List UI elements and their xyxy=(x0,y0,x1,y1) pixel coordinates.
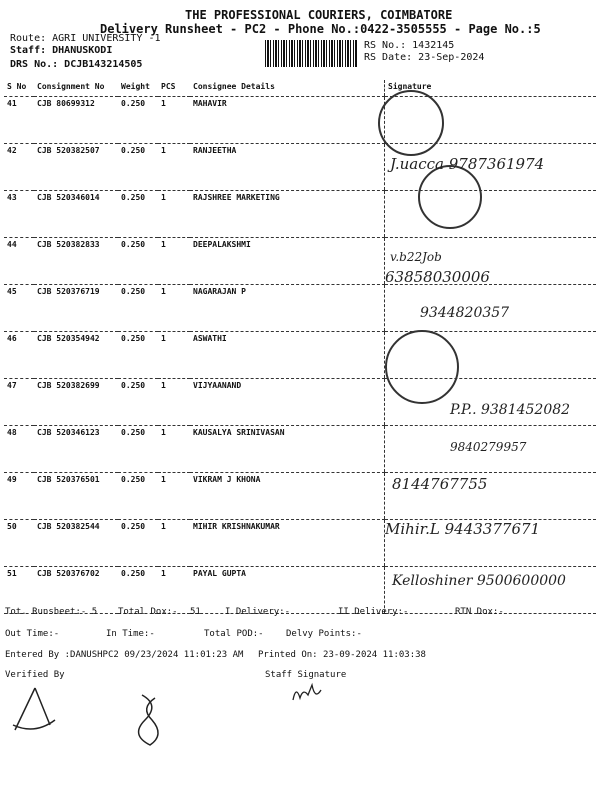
cell-pcs: 1 xyxy=(158,144,190,191)
ii-delivery-label: II Delivery:- xyxy=(338,607,409,617)
col-pcs: PCS xyxy=(158,80,190,97)
cell-sno: 43 xyxy=(4,191,34,238)
cell-pcs: 1 xyxy=(158,520,190,567)
cell-consignee: PAYAL GUPTA xyxy=(190,567,385,614)
handwritten-phone: 9840279957 xyxy=(450,440,527,454)
cell-weight: 0.250 xyxy=(118,473,158,520)
verifier-signature-mark xyxy=(5,680,65,740)
entered-by: Entered By :DANUSHPC2 09/23/2024 11:01:23 AM xyxy=(5,650,244,660)
cell-consignment: CJB 520382544 xyxy=(34,520,118,567)
cell-weight: 0.250 xyxy=(118,520,158,567)
cell-weight: 0.250 xyxy=(118,144,158,191)
cell-consignee: DEEPALAKSHMI xyxy=(190,238,385,285)
i-delivery-label: I Delivery:- xyxy=(225,607,291,617)
cell-consignment: CJB 520346123 xyxy=(34,426,118,473)
table-header-row xyxy=(4,80,596,97)
cell-consignee: VIJYAANAND xyxy=(190,379,385,426)
cell-pcs: 1 xyxy=(158,191,190,238)
handwritten-phone: 63858030006 xyxy=(385,268,490,286)
table-row xyxy=(4,191,596,238)
company-stamp xyxy=(378,90,444,156)
cell-consignment: CJB 520376501 xyxy=(34,473,118,520)
route-label: Route: AGRI UNIVERSITY -1 xyxy=(10,33,161,44)
handwritten-signature: Mihir.L 9443377671 xyxy=(385,520,541,538)
cell-sno: 41 xyxy=(4,97,34,144)
cell-pcs: 1 xyxy=(158,97,190,144)
company-stamp xyxy=(385,330,459,404)
cell-weight: 0.250 xyxy=(118,426,158,473)
cell-consignee: MAHAVIR xyxy=(190,97,385,144)
cell-pcs: 1 xyxy=(158,379,190,426)
cell-consignee: ASWATHI xyxy=(190,332,385,379)
printed-on: Printed On: 23-09-2024 11:03:38 xyxy=(258,650,426,660)
cell-sno: 51 xyxy=(4,567,34,614)
verifier-signature-mark xyxy=(130,690,170,750)
table-row xyxy=(4,238,596,285)
cell-consignment: CJB 520354942 xyxy=(34,332,118,379)
total-runsheet: Tot. Runsheet:- 5 xyxy=(5,607,98,617)
cell-weight: 0.250 xyxy=(118,285,158,332)
cell-pcs: 1 xyxy=(158,426,190,473)
col-signature: Signature xyxy=(385,80,597,97)
cell-consignment: CJB 520382699 xyxy=(34,379,118,426)
cell-weight: 0.250 xyxy=(118,97,158,144)
rs-date: RS Date: 23-Sep-2024 xyxy=(364,52,485,63)
runsheet-subtitle: Delivery Runsheet - PC2 - Phone No.:0422-3505555 - Page No.:5 xyxy=(100,22,541,36)
out-time-label: Out Time:- xyxy=(5,629,60,639)
cell-pcs: 1 xyxy=(158,238,190,285)
table-row xyxy=(4,473,596,520)
cell-consignee: VIKRAM J KHONA xyxy=(190,473,385,520)
cell-consignee: MIHIR KRISHNAKUMAR xyxy=(190,520,385,567)
rtn-dox-label: RTN Dox:- xyxy=(455,607,504,617)
cell-weight: 0.250 xyxy=(118,379,158,426)
cell-consignment: CJB 520376719 xyxy=(34,285,118,332)
handwritten-signature: Kelloshiner 9500600000 xyxy=(392,573,566,589)
col-sno: S No xyxy=(4,80,34,97)
company-name: THE PROFESSIONAL COURIERS, COIMBATORE xyxy=(185,8,453,22)
cell-sno: 47 xyxy=(4,379,34,426)
cell-pcs: 1 xyxy=(158,567,190,614)
cell-consignee: RAJSHREE MARKETING xyxy=(190,191,385,238)
in-time-label: In Time:- xyxy=(106,629,155,639)
cell-consignment: CJB 520382507 xyxy=(34,144,118,191)
verified-by-label: Verified By xyxy=(5,670,65,680)
staff-signature-mark xyxy=(288,680,328,705)
cell-consignee: RANJEETHA xyxy=(190,144,385,191)
cell-pcs: 1 xyxy=(158,285,190,332)
cell-consignment: CJB 80699312 xyxy=(34,97,118,144)
cell-consignment: CJB 520376702 xyxy=(34,567,118,614)
handwritten-signature: v.b22Job xyxy=(390,250,442,264)
cell-consignee: NAGARAJAN P xyxy=(190,285,385,332)
cell-pcs: 1 xyxy=(158,473,190,520)
cell-consignment: CJB 520346014 xyxy=(34,191,118,238)
cell-weight: 0.250 xyxy=(118,238,158,285)
col-weight: Weight xyxy=(118,80,158,97)
col-consignment: Consignment No xyxy=(34,80,118,97)
col-consignee: Consignee Details xyxy=(190,80,385,97)
handwritten-signature: J.uacca 9787361974 xyxy=(390,155,545,173)
table-row xyxy=(4,97,596,144)
rs-number: RS No.: 1432145 xyxy=(364,40,455,51)
cell-weight: 0.250 xyxy=(118,332,158,379)
total-dox-value: 51 xyxy=(190,607,201,617)
handwritten-phone: 8144767755 xyxy=(392,475,488,493)
delivery-points-label: Delvy Points:- xyxy=(286,629,362,639)
staff-label: Staff: DHANUSKODI xyxy=(10,45,113,56)
barcode-image xyxy=(265,40,357,67)
staff-signature-label: Staff Signature xyxy=(265,670,347,680)
cell-sno: 50 xyxy=(4,520,34,567)
cell-consignee: KAUSALYA SRINIVASAN xyxy=(190,426,385,473)
handwritten-phone: P.P.. 9381452082 xyxy=(450,402,571,418)
cell-weight: 0.250 xyxy=(118,567,158,614)
total-dox-label: Total Dox:- xyxy=(118,607,178,617)
cell-sno: 49 xyxy=(4,473,34,520)
cell-signature xyxy=(385,191,597,238)
cell-sno: 45 xyxy=(4,285,34,332)
handwritten-phone: 9344820357 xyxy=(420,305,510,321)
company-stamp xyxy=(418,165,482,229)
cell-sno: 48 xyxy=(4,426,34,473)
table-row xyxy=(4,332,596,379)
cell-consignment: CJB 520382833 xyxy=(34,238,118,285)
cell-sno: 42 xyxy=(4,144,34,191)
cell-weight: 0.250 xyxy=(118,191,158,238)
cell-sno: 46 xyxy=(4,332,34,379)
drs-number: DRS No.: DCJB143214505 xyxy=(10,59,143,70)
cell-sno: 44 xyxy=(4,238,34,285)
cell-pcs: 1 xyxy=(158,332,190,379)
total-pod-label: Total POD:- xyxy=(204,629,264,639)
